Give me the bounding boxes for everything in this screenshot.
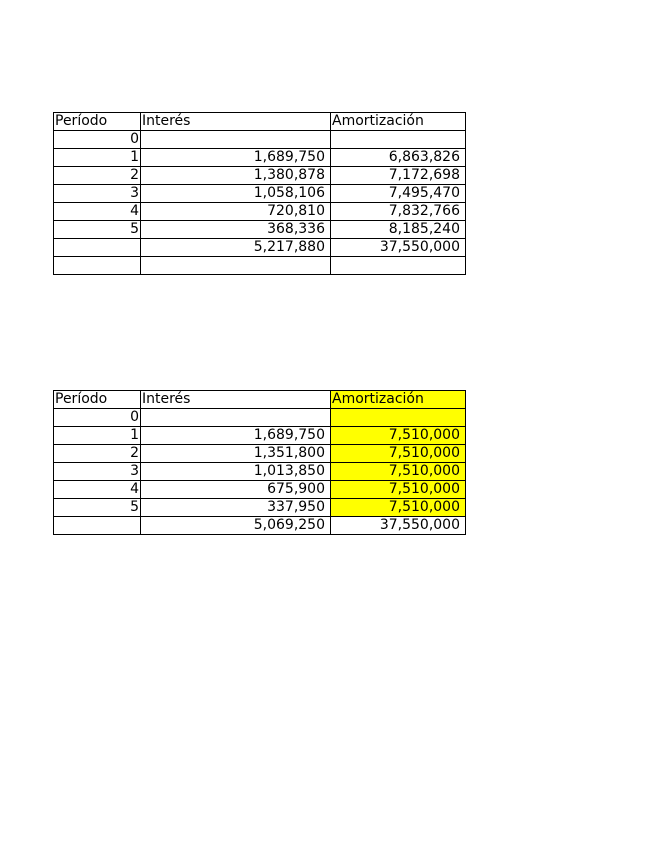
table-row <box>54 221 466 239</box>
cell-amortizacion[interactable]: 7,510,000 <box>331 445 466 463</box>
cell-interes[interactable]: 1,351,800 <box>141 445 331 463</box>
cell-periodo[interactable] <box>54 239 141 257</box>
total-interes[interactable]: 5,069,250 <box>141 517 331 535</box>
cell-empty[interactable] <box>54 257 141 275</box>
cell-interes[interactable]: 675,900 <box>141 481 331 499</box>
header-periodo[interactable]: Período <box>54 113 141 131</box>
cell-empty[interactable] <box>141 257 331 275</box>
header-interes[interactable]: Interés <box>141 113 331 131</box>
total-amortizacion[interactable]: 37,550,000 <box>331 517 466 535</box>
cell-amortizacion[interactable]: 7,510,000 <box>331 499 466 517</box>
cell-periodo[interactable] <box>54 517 141 535</box>
cell-amortizacion[interactable]: 6,863,826 <box>331 149 466 167</box>
cell-interes[interactable]: 1,689,750 <box>141 149 331 167</box>
table-row <box>54 499 466 517</box>
cell-periodo[interactable]: 5 <box>54 221 141 239</box>
cell-periodo[interactable]: 3 <box>54 185 141 203</box>
cell-amortizacion[interactable]: 7,172,698 <box>331 167 466 185</box>
header-amortizacion[interactable]: Amortización <box>331 391 466 409</box>
cell-amortizacion[interactable]: 8,185,240 <box>331 221 466 239</box>
table-row <box>54 185 466 203</box>
cell-interes[interactable]: 337,950 <box>141 499 331 517</box>
table-row <box>54 409 466 427</box>
cell-interes[interactable]: 368,336 <box>141 221 331 239</box>
table-row <box>54 445 466 463</box>
cell-periodo[interactable]: 0 <box>54 131 141 149</box>
total-interes[interactable]: 5,217,880 <box>141 239 331 257</box>
amortization-table-constant <box>53 390 466 535</box>
total-amortizacion[interactable]: 37,550,000 <box>331 239 466 257</box>
cell-interes[interactable]: 720,810 <box>141 203 331 221</box>
cell-interes[interactable] <box>141 131 331 149</box>
header-amortizacion[interactable]: Amortización <box>331 113 466 131</box>
cell-amortizacion[interactable]: 7,832,766 <box>331 203 466 221</box>
cell-periodo[interactable]: 0 <box>54 409 141 427</box>
cell-periodo[interactable]: 3 <box>54 463 141 481</box>
cell-amortizacion[interactable]: 7,510,000 <box>331 463 466 481</box>
cell-periodo[interactable]: 4 <box>54 203 141 221</box>
cell-periodo[interactable]: 4 <box>54 481 141 499</box>
table-row <box>54 427 466 445</box>
table-row <box>54 167 466 185</box>
header-periodo[interactable]: Período <box>54 391 141 409</box>
table-row <box>54 481 466 499</box>
header-row <box>54 113 466 131</box>
table-row <box>54 131 466 149</box>
cell-amortizacion[interactable] <box>331 131 466 149</box>
header-interes[interactable]: Interés <box>141 391 331 409</box>
cell-empty[interactable] <box>331 257 466 275</box>
cell-interes[interactable] <box>141 409 331 427</box>
header-row <box>54 391 466 409</box>
cell-amortizacion[interactable]: 7,495,470 <box>331 185 466 203</box>
table-row <box>54 203 466 221</box>
cell-interes[interactable]: 1,689,750 <box>141 427 331 445</box>
blank-row <box>54 257 466 275</box>
table-row <box>54 149 466 167</box>
cell-periodo[interactable]: 2 <box>54 445 141 463</box>
cell-interes[interactable]: 1,013,850 <box>141 463 331 481</box>
cell-interes[interactable]: 1,380,878 <box>141 167 331 185</box>
cell-periodo[interactable]: 1 <box>54 427 141 445</box>
cell-amortizacion[interactable]: 7,510,000 <box>331 427 466 445</box>
cell-periodo[interactable]: 1 <box>54 149 141 167</box>
amortization-table-variable <box>53 112 466 275</box>
cell-periodo[interactable]: 5 <box>54 499 141 517</box>
cell-amortizacion[interactable]: 7,510,000 <box>331 481 466 499</box>
cell-amortizacion[interactable] <box>331 409 466 427</box>
table-row <box>54 463 466 481</box>
cell-periodo[interactable]: 2 <box>54 167 141 185</box>
totals-row <box>54 517 466 535</box>
cell-interes[interactable]: 1,058,106 <box>141 185 331 203</box>
totals-row <box>54 239 466 257</box>
